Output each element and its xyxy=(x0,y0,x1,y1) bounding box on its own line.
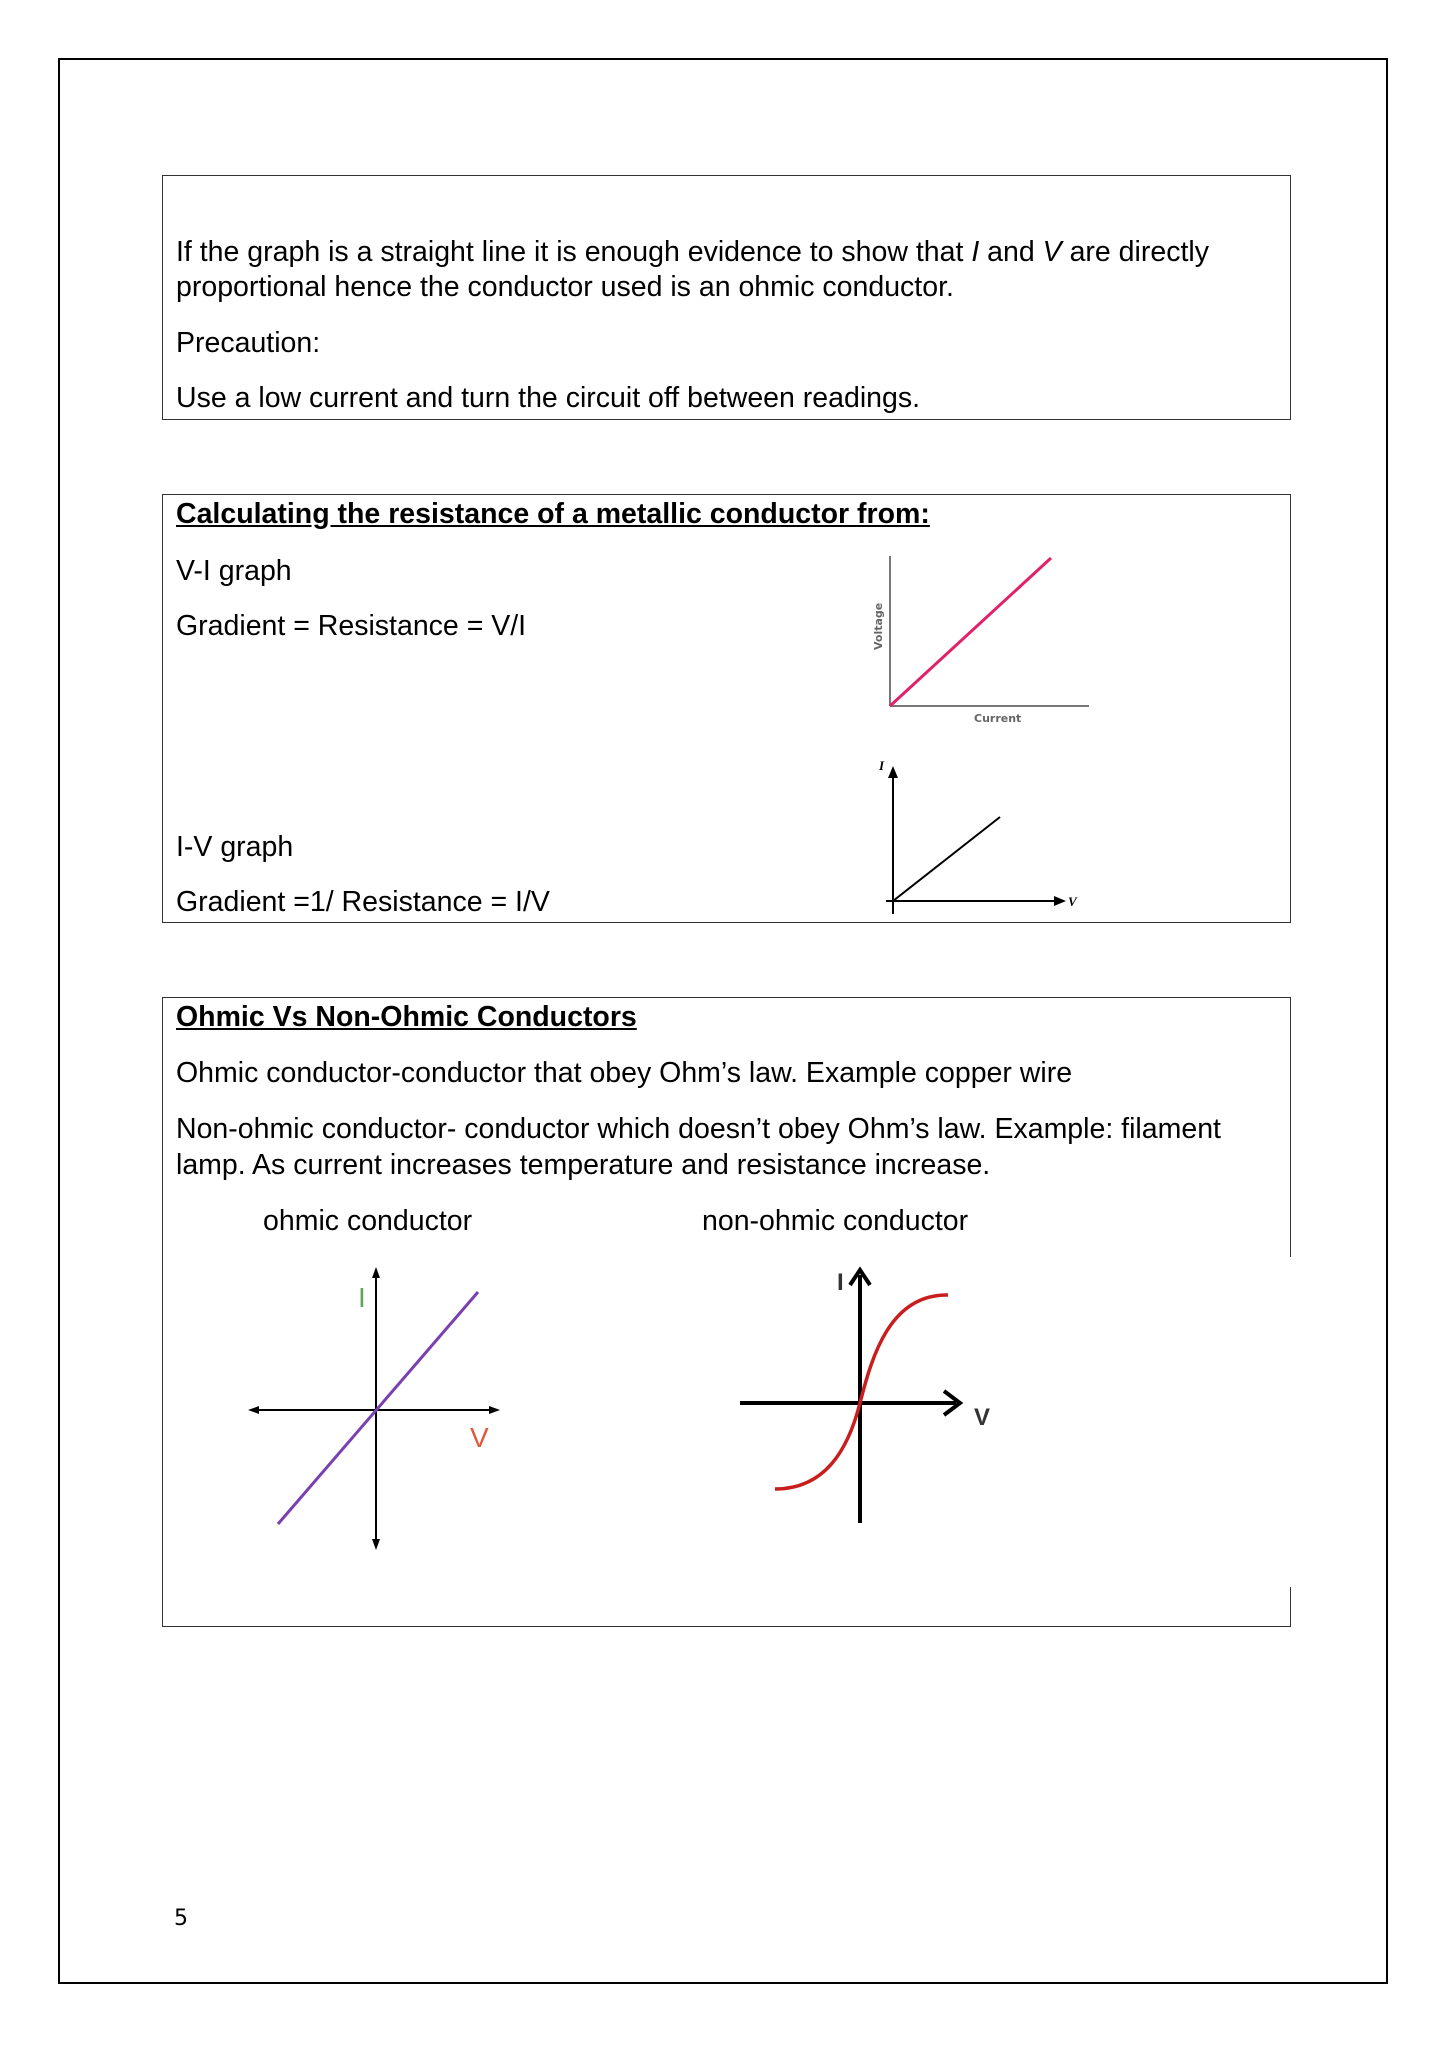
iv-graph-label: I-V graph xyxy=(176,831,294,863)
conclusion-line-1: If the graph is a straight line it is enough evidence to show that I and V are directly xyxy=(176,236,1209,268)
vi-gradient-formula: Gradient = Resistance = V/I xyxy=(176,610,527,642)
resistance-heading: Calculating the resistance of a metallic conductor from: xyxy=(176,498,930,530)
ohmic-caption: ohmic conductor xyxy=(263,1205,473,1237)
vi-graph-xlabel: Current xyxy=(974,712,1022,725)
vi-graph-label: V-I graph xyxy=(176,555,292,587)
conclusion-line-2: proportional hence the conductor used is an ohmic conductor. xyxy=(176,271,954,303)
iv-graph-y-arrow xyxy=(888,766,898,778)
iv-graph-x-arrow xyxy=(1054,896,1066,906)
vi-graph-ylabel: Voltage xyxy=(872,602,885,650)
page-number: 5 xyxy=(174,1906,188,1931)
ohmic-heading: Ohmic Vs Non-Ohmic Conductors xyxy=(176,1001,637,1033)
resistance-box xyxy=(162,494,1291,923)
nonohmic-caption: non-ohmic conductor xyxy=(702,1205,969,1237)
ohmic-graph-y-arrow-down xyxy=(372,1539,380,1550)
ohmic-graph xyxy=(250,1265,510,1555)
ohmic-graph-xlabel: V xyxy=(470,1422,489,1453)
iv-graph-xlabel: V xyxy=(1068,894,1077,909)
nonohmic-definition-line-2: lamp. As current increases temperature and resistance increase. xyxy=(176,1149,991,1181)
ohmic-graph-x-arrow-left xyxy=(248,1406,259,1414)
ohmic-box-border-gap xyxy=(1287,1257,1295,1587)
iv-graph-line xyxy=(893,817,1000,901)
precaution-text: Use a low current and turn the circuit off between readings. xyxy=(176,382,921,414)
nonohmic-graph xyxy=(730,1255,1000,1535)
iv-gradient-formula: Gradient =1/ Resistance = I/V xyxy=(176,886,550,918)
nonohmic-graph-xlabel: V xyxy=(974,1404,991,1431)
vi-graph xyxy=(860,548,1100,728)
ohmic-graph-ylabel: I xyxy=(358,1282,366,1313)
nonohmic-graph-ylabel: I xyxy=(837,1269,844,1296)
ohmic-definition: Ohmic conductor-conductor that obey Ohm’s law. Example copper wire xyxy=(176,1057,1073,1089)
iv-graph xyxy=(870,758,1090,918)
iv-graph-ylabel: I xyxy=(879,758,885,773)
nonohmic-definition-line-1: Non-ohmic conductor- conductor which doesn’t obey Ohm’s law. Example: filament xyxy=(176,1113,1221,1145)
precaution-label: Precaution: xyxy=(176,327,321,359)
ohmic-graph-y-arrow-up xyxy=(372,1267,380,1278)
ohmic-graph-line xyxy=(278,1292,478,1524)
ohmic-graph-x-arrow-right xyxy=(489,1406,500,1414)
vi-graph-line xyxy=(890,558,1051,706)
